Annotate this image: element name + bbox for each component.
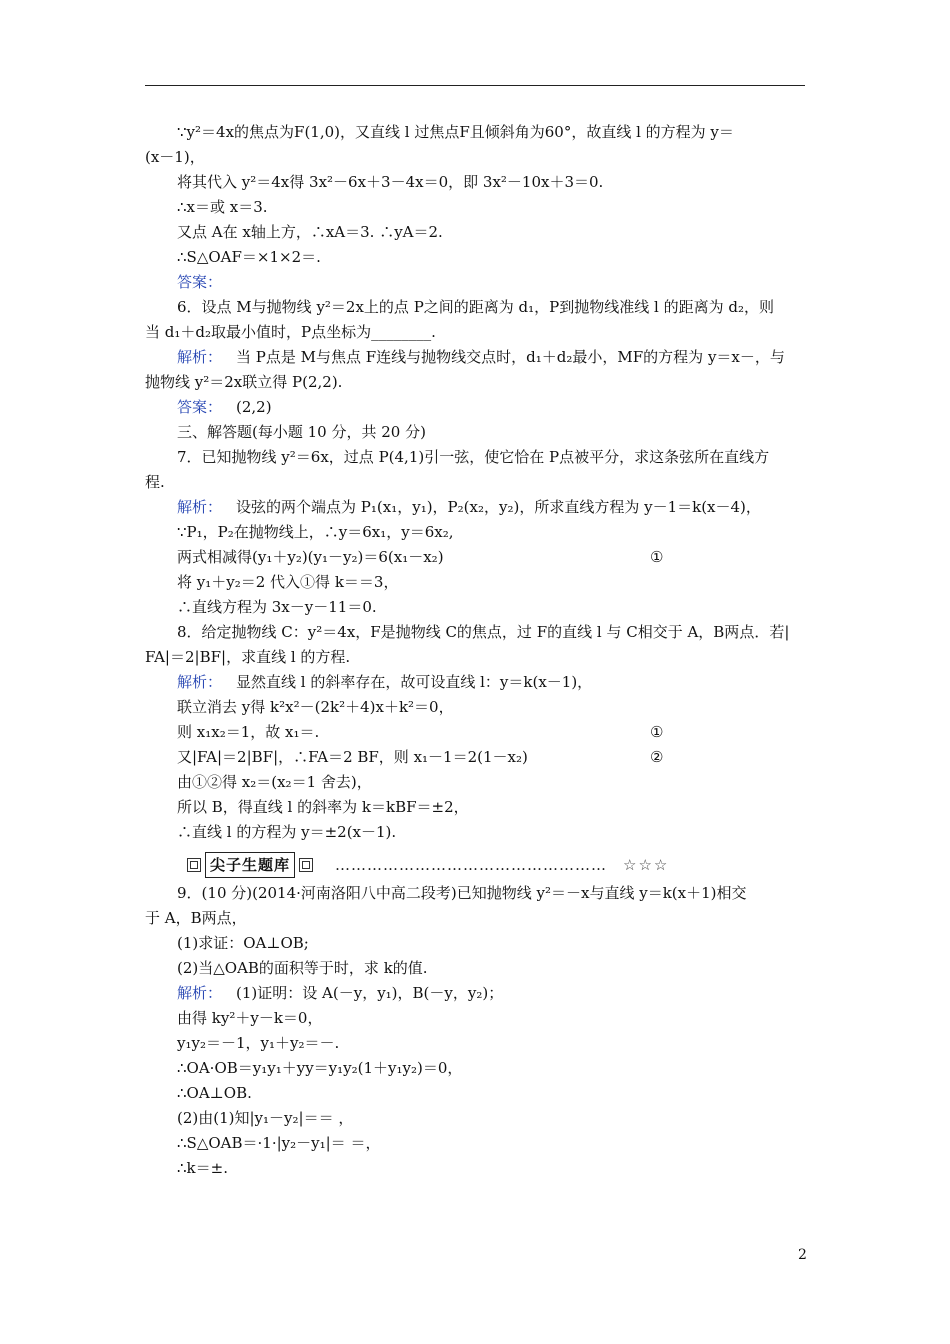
solution-line: ∴k＝±. xyxy=(177,1159,228,1177)
answer-label: 答案： xyxy=(177,398,223,416)
solution-line: 将 y₁＋y₂＝2 代入①得 k＝＝3， xyxy=(177,573,399,591)
solution-line: 由得 ky²＋y－k＝0， xyxy=(177,1009,323,1027)
equation-marker: ② xyxy=(650,748,664,766)
analysis-label: 解析： xyxy=(177,348,223,366)
solution-line: 所以 B，得直线 l 的斜率为 k＝kBF＝±2， xyxy=(177,798,469,816)
question-8-line: 8．给定抛物线 C：y²＝4x，F是抛物线 C的焦点，过 F的直线 l 与 C相交于 A，B两点．若| xyxy=(177,623,790,641)
solution-line: ∴直线方程为 3x－y－11＝0. xyxy=(177,598,377,616)
answer-line xyxy=(145,270,805,295)
banner-dots: …………………………………………… xyxy=(335,856,608,874)
solution-line xyxy=(145,720,805,745)
solution-line: 由①②得 x₂＝(x₂＝1 舍去)， xyxy=(177,773,372,791)
analysis-label: 解析： xyxy=(177,984,223,1002)
question-7-line: 程. xyxy=(145,473,165,491)
answer-label: 答案： xyxy=(177,273,223,291)
question-7-line: 7．已知抛物线 y²＝6x，过点 P(4,1)引一弦，使它恰在 P点被平分，求这条弦所在直线方 xyxy=(177,448,770,466)
equation-marker: ① xyxy=(650,723,664,741)
solution-line: ∵P₁，P₂在抛物线上，∴y＝6x₁，y＝6x₂, xyxy=(177,523,454,541)
analysis-label: 解析： xyxy=(177,673,223,691)
text-line: 又点 A在 x轴上方，∴xA＝3. ∴yA＝2. xyxy=(177,223,443,241)
solution-line: ∴OA·OB＝y₁y₁＋yy＝y₁y₂(1＋y₁y₂)＝0， xyxy=(177,1059,463,1077)
section-banner xyxy=(145,849,805,881)
question-9-line: (1)求证：OA⊥OB; xyxy=(177,934,309,952)
analysis-text: 设弦的两个端点为 P₁(x₁，y₁)，P₂(x₂，y₂)，所求直线方程为 y－1＝k(x－4)， xyxy=(236,498,761,516)
question-6-line: 6．设点 M与抛物线 y²＝2x上的点 P之间的距离为 d₁，P到抛物线准线 l 的距离为 d₂，则 xyxy=(177,298,774,316)
analysis-line: 抛物线 y²＝2x联立得 P(2,2). xyxy=(145,373,343,391)
document-body xyxy=(145,120,805,1181)
solution-text: 两式相减得(y₁＋y₂)(y₁－y₂)＝6(x₁－x₂) xyxy=(177,548,444,566)
question-6-line: 当 d₁＋d₂取最小值时，P点坐标为________. xyxy=(145,323,436,341)
square-icon xyxy=(187,858,201,872)
equation-marker: ① xyxy=(650,548,664,566)
solution-line xyxy=(145,545,805,570)
analysis-line xyxy=(145,345,805,370)
question-9-line: 于 A，B两点， xyxy=(145,909,247,927)
question-9-line: 9．(10 分)(2014·河南洛阳八中高二段考)已知抛物线 y²＝－x与直线 y＝k(x＋1)相交 xyxy=(177,884,747,902)
banner-title: 尖子生题库 xyxy=(205,852,295,878)
solution-line: (2)由(1)知|y₁－y₂|＝＝ ， xyxy=(177,1109,354,1127)
text-line: ∵y²＝4x的焦点为F(1,0)，又直线 l 过焦点F且倾斜角为60°，故直线 l 的方程为 y＝ xyxy=(177,123,734,141)
analysis-text: (1)证明：设 A(－y，y₁)，B(－y，y₂)； xyxy=(236,984,504,1002)
header-rule xyxy=(145,85,805,86)
square-icon xyxy=(299,858,313,872)
star-rating-icon: ☆☆☆ xyxy=(623,856,670,874)
solution-text: 又|FA|＝2|BF|，∴FA＝2 BF，则 x₁－1＝2(1－x₂) xyxy=(177,748,528,766)
answer-line xyxy=(145,395,805,420)
question-8-line: FA|＝2|BF|，求直线 l 的方程. xyxy=(145,648,351,666)
answer-text: (2,2) xyxy=(236,398,272,416)
solution-line: ∴直线 l 的方程为 y＝±2(x－1). xyxy=(177,823,397,841)
solution-line xyxy=(145,745,805,770)
text-line: ∴x＝或 x＝3. xyxy=(177,198,268,216)
question-9-line: (2)当△OAB的面积等于时，求 k的值. xyxy=(177,959,428,977)
analysis-line xyxy=(145,981,805,1006)
analysis-line xyxy=(145,495,805,520)
text-line: 将其代入 y²＝4x得 3x²－6x＋3－4x＝0，即 3x²－10x＋3＝0. xyxy=(177,173,604,191)
analysis-text: 显然直线 l 的斜率存在，故可设直线 l：y＝k(x－1)， xyxy=(236,673,593,691)
analysis-text: 当 P点是 M与焦点 F连线与抛物线交点时，d₁＋d₂最小，MF的方程为 y＝x－，与 xyxy=(236,348,785,366)
solution-line: ∴S△OAB＝·1·|y₂－y₁|＝ ＝， xyxy=(177,1134,381,1152)
analysis-line xyxy=(145,670,805,695)
page-number: 2 xyxy=(798,1247,807,1263)
solution-line: 联立消去 y得 k²x²－(2k²＋4)x＋k²＝0， xyxy=(177,698,454,716)
section-heading: 三、解答题(每小题 10 分，共 20 分) xyxy=(177,423,426,441)
analysis-label: 解析： xyxy=(177,498,223,516)
text-line: (x－1)， xyxy=(145,148,205,166)
solution-text: 则 x₁x₂＝1，故 x₁＝. xyxy=(177,723,320,741)
text-line: ∴S△OAF＝×1×2＝. xyxy=(177,248,321,266)
solution-line: ∴OA⊥OB. xyxy=(177,1084,252,1102)
solution-line: y₁y₂＝－1，y₁＋y₂＝－. xyxy=(177,1034,340,1052)
